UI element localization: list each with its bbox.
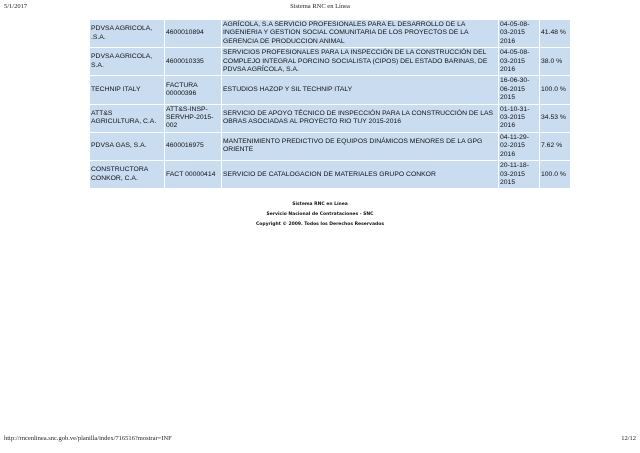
company-cell: PDVSA GAS, S.A. (90, 133, 164, 160)
footer-system-name: Sistema RNC en Línea (292, 202, 348, 207)
site-footer (0, 200, 640, 230)
percent-cell: 100.0 % (540, 161, 570, 188)
company-cell: ATT&S AGRICULTURA, C.A. (90, 105, 164, 132)
print-title: Sistema RNC en Línea (290, 3, 350, 10)
dates-cell: 01-10-31-03-2015 2016 (499, 105, 539, 132)
dates-cell: 04-05-08-03-2015 2016 (499, 48, 539, 75)
company-cell: TECHNIP ITALY (90, 76, 164, 103)
table-row (90, 161, 570, 188)
contracts-table-container (89, 19, 570, 189)
footer-copyright: Copyright © 2009. Todos los Derechos Reservados (255, 222, 384, 227)
contract-code-cell: 4600010335 (165, 48, 221, 75)
table-row (90, 133, 570, 160)
contract-code-cell: FACT 00000414 (165, 161, 221, 188)
description-cell: ESTUDIOS HAZOP Y SIL TECHNIP ITALY (222, 76, 498, 103)
table-row (90, 20, 570, 47)
description-cell: AGRÍCOLA, S.A SERVICIO PROFESIONALES PARA EL DESARROLLO DE LA INGENIERIA Y GESTION SOCIAL COMUNITARIA DE LOS PROYECTOS DE LA GERENCIA DE PRODUCCION ANIMAL (222, 20, 498, 47)
percent-cell: 7.62 % (540, 133, 570, 160)
contract-code-cell: 4600010894 (165, 20, 221, 47)
footer-agency-name: Servicio Nacional de Contrataciones - SNC (266, 212, 374, 217)
dates-cell: 20-11-18-03-2015 2015 (499, 161, 539, 188)
table-row (90, 76, 570, 103)
contract-code-cell: 4600016975 (165, 133, 221, 160)
print-page-number: 12/12 (621, 435, 636, 442)
contract-code-cell: FACTURA 00000396 (165, 76, 221, 103)
dates-cell: 04-11-29-02-2015 2016 (499, 133, 539, 160)
print-date: 5/1/2017 (4, 3, 28, 10)
print-url: http://rncenlinea.snc.gob.ve/planilla/index/716516?mostrar=INF (4, 435, 172, 442)
table-row (90, 48, 570, 75)
contracts-table (89, 19, 571, 189)
description-cell: SERVICIOS PROFESIONALES PARA LA INSPECCIÓN DE LA CONSTRUCCIÓN DEL COMPLEJO INTEGRAL PORCINO SOCIALISTA (CIPOS) DEL ESTADO BARINAS, DE PDVSA AGRÍCOLA, S.A. (222, 48, 498, 75)
description-cell: SERVICIO DE CATALOGACION DE MATERIALES GRUPO CONKOR (222, 161, 498, 188)
percent-cell: 34.53 % (540, 105, 570, 132)
percent-cell: 41.48 % (540, 20, 570, 47)
dates-cell: 16-06-30-06-2015 2015 (499, 76, 539, 103)
print-footer (4, 435, 636, 445)
print-header (4, 3, 636, 13)
contract-code-cell: ATT&S-INSP-SERVHP-2015-002 (165, 105, 221, 132)
company-cell: CONSTRUCTORA CONKOR, C.A. (90, 161, 164, 188)
percent-cell: 38.0 % (540, 48, 570, 75)
company-cell: PDVSA AGRICOLA, .S.A. (90, 20, 164, 47)
company-cell: PDVSA AGRICOLA, S.A. (90, 48, 164, 75)
percent-cell: 100.0 % (540, 76, 570, 103)
table-row (90, 105, 570, 132)
description-cell: MANTENIMIENTO PREDICTIVO DE EQUIPOS DINÁMICOS MENORES DE LA GPG ORIENTE (222, 133, 498, 160)
description-cell: SERVICIO DE APOYO TÉCNICO DE INSPECCIÓN PARA LA CONSTRUCCIÓN DE LAS OBRAS ASOCIADAS AL PROYECTO RIO TUY 2015-2016 (222, 105, 498, 132)
dates-cell: 04-05-08-03-2015 2016 (499, 20, 539, 47)
